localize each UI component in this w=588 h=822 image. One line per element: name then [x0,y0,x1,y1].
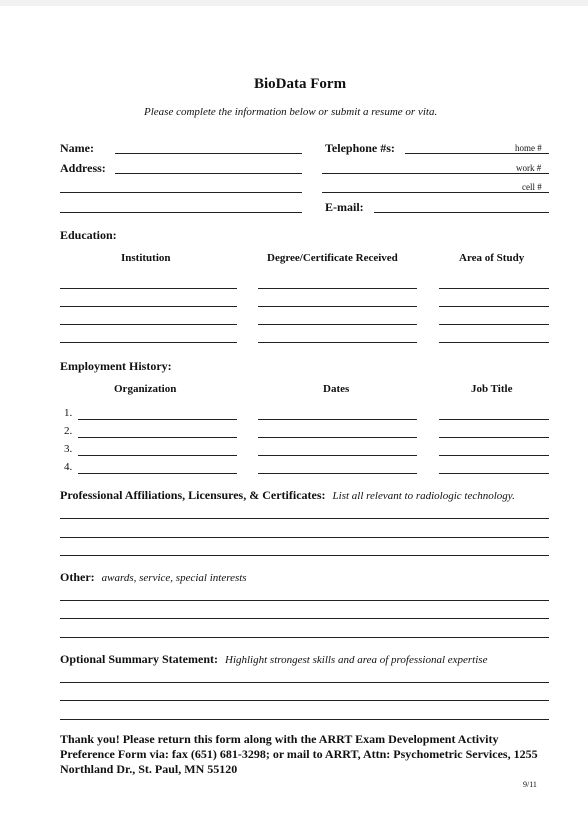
email-label: E-mail: [325,200,364,214]
home-phone-field[interactable] [405,153,549,154]
address-field-line-1[interactable] [115,173,302,174]
address-field-line-3[interactable] [60,212,302,213]
affiliations-row [60,488,515,503]
other-field[interactable] [60,637,549,638]
summary-field[interactable] [60,682,549,683]
employment-organization-field[interactable] [78,473,237,474]
education-area-field[interactable] [439,306,549,307]
education-heading: Education: [60,228,117,242]
employment-row-number: 4. [64,461,73,473]
employment-organization-field[interactable] [78,437,237,438]
cell-phone-label: cell # [522,182,542,192]
employment-job-title-field[interactable] [439,437,549,438]
other-field[interactable] [60,618,549,619]
employment-job-title-field[interactable] [439,455,549,456]
employment-col-job-title: Job Title [471,383,513,395]
education-area-field[interactable] [439,324,549,325]
address-label: Address: [60,161,106,175]
other-heading: Other: [60,570,95,584]
education-institution-field[interactable] [60,342,237,343]
form-title: BioData Form [254,76,347,92]
other-field[interactable] [60,600,549,601]
education-col-institution: Institution [121,252,171,264]
other-hint: awards, service, special interests [101,572,247,584]
summary-field[interactable] [60,719,549,720]
employment-row-number: 3. [64,443,73,455]
education-institution-field[interactable] [60,288,237,289]
employment-organization-field[interactable] [78,419,237,420]
education-area-field[interactable] [439,288,549,289]
employment-job-title-field[interactable] [439,419,549,420]
employment-col-organization: Organization [114,383,177,395]
employment-dates-field[interactable] [258,437,417,438]
telephone-label: Telephone #s: [325,141,395,155]
education-degree-field[interactable] [258,306,417,307]
education-degree-field[interactable] [258,342,417,343]
affiliations-hint: List all relevant to radiologic technology. [332,490,515,502]
affiliations-heading: Professional Affiliations, Licensures, & Certificates: [60,488,326,502]
affiliations-field[interactable] [60,537,549,538]
home-phone-label: home # [515,143,542,153]
page-number: 9/11 [523,780,537,789]
summary-heading: Optional Summary Statement: [60,652,218,666]
work-phone-label: work # [516,163,542,173]
summary-row [60,652,487,667]
employment-row-number: 2. [64,425,73,437]
other-row [60,570,247,585]
cell-phone-field[interactable] [322,192,549,193]
education-institution-field[interactable] [60,324,237,325]
affiliations-field[interactable] [60,555,549,556]
affiliations-field[interactable] [60,518,549,519]
summary-hint: Highlight strongest skills and area of professional expertise [225,654,488,666]
form-subtitle: Please complete the information below or submit a resume or vita. [144,106,438,118]
summary-field[interactable] [60,700,549,701]
form-page [0,6,588,822]
email-field[interactable] [374,212,549,213]
name-label: Name: [60,141,94,155]
name-field[interactable] [115,153,302,154]
education-degree-field[interactable] [258,288,417,289]
address-field-line-2[interactable] [60,192,302,193]
employment-heading: Employment History: [60,359,172,373]
employment-dates-field[interactable] [258,419,417,420]
education-institution-field[interactable] [60,306,237,307]
employment-row-number: 1. [64,407,73,419]
education-area-field[interactable] [439,342,549,343]
return-instructions: Thank you! Please return this form along with the ARRT Exam Development Activity Preference Form via: fax (651) 681-3298; or mail to ARRT, Attn: Psychometric Services, 1255 Northland Dr., St. Paul, MN 55120 [60,732,538,776]
employment-dates-field[interactable] [258,455,417,456]
employment-job-title-field[interactable] [439,473,549,474]
employment-col-dates: Dates [323,383,350,395]
work-phone-field[interactable] [322,173,549,174]
employment-dates-field[interactable] [258,473,417,474]
education-col-area: Area of Study [459,252,525,264]
employment-organization-field[interactable] [78,455,237,456]
education-col-degree: Degree/Certificate Received [267,252,398,264]
education-degree-field[interactable] [258,324,417,325]
